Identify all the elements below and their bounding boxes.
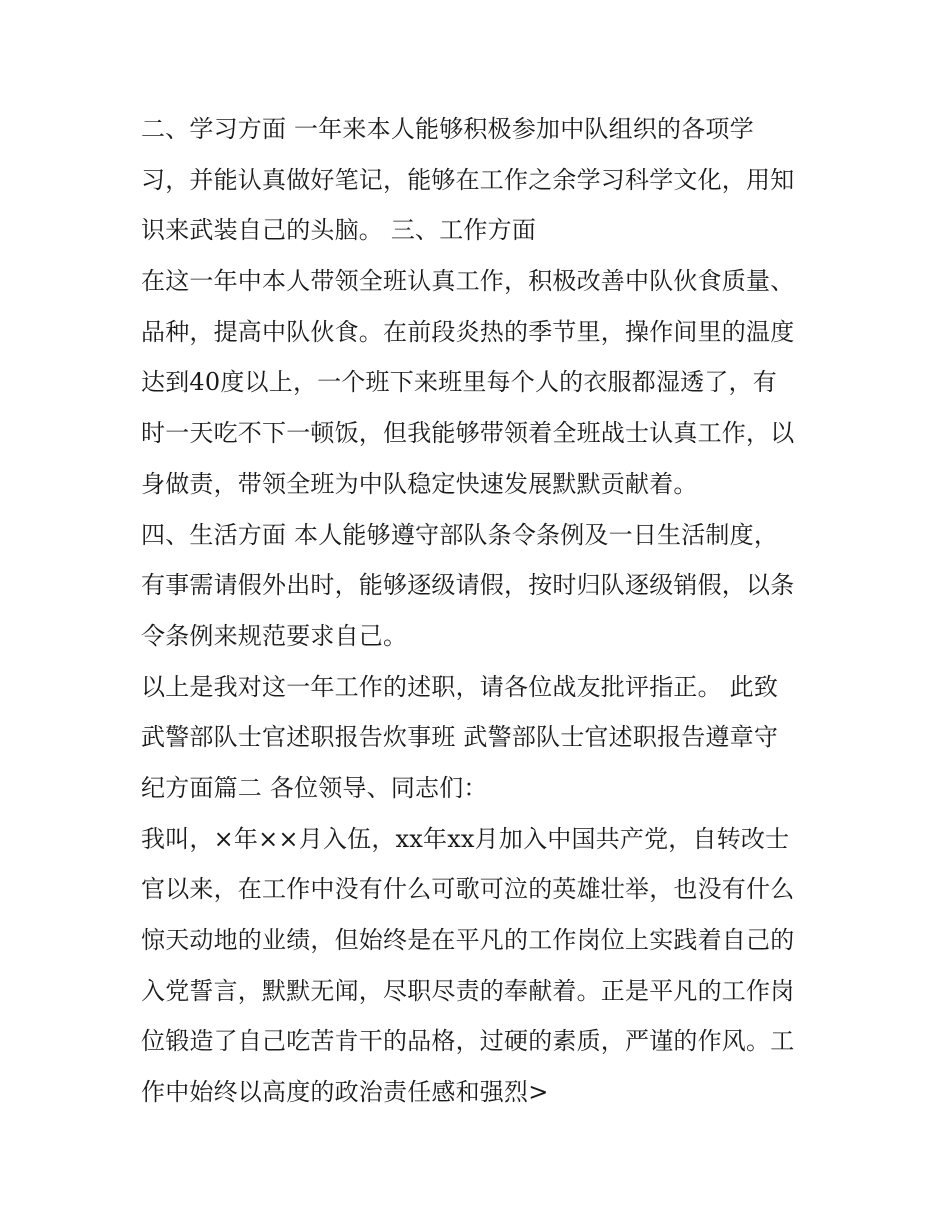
text-line: 惊天动地的业绩，但始终是在平凡的工作岗位上实践着自己的 [141,926,795,954]
text-line: 作中始终以高度的政治责任感和强烈> [141,1078,549,1107]
text-line: 位锻造了自己吃苦肯干的品格，过硬的素质，严谨的作风。工 [141,1027,795,1056]
text-line: 我叫，×年××月入伍，xx年xx月加入中国共产党，自转改士 [141,824,790,853]
text-line: 武警部队士官述职报告炊事班 武警部队士官述职报告遵章守 [141,723,779,752]
document-body [141,104,821,1118]
text-line: 识来武装自己的头脑。 三、工作方面 [141,216,537,245]
text-line: 官以来，在工作中没有什么可歌可泣的英雄壮举，也没有什么 [141,875,795,904]
text-line: 习，并能认真做好笔记，能够在工作之余学习科学文化，用知 [141,165,795,194]
text-line: 二、学习方面 一年来本人能够积极参加中队组织的各项学 [141,115,754,143]
text-line: 在这一年中本人带领全班认真工作，积极改善中队伙食质量、 [141,267,795,296]
text-line: 令条例来规范要求自己。 [141,621,408,650]
text-line: 纪方面篇二 各位领导、同志们： [141,773,488,802]
text-line: 时一天吃不下一顿饭，但我能够带领着全班战士认真工作，以 [141,419,795,448]
text-line: 品种，提高中队伙食。在前段炎热的季节里，操作间里的温度 [141,317,795,346]
text-line: 身做责，带领全班为中队稳定快速发展默默贡献着。 [141,469,698,498]
text-line: 有事需请假外出时，能够逐级请假，按时归队逐级销假，以条 [141,571,795,600]
text-line: 四、生活方面 本人能够遵守部队条令条例及一日生活制度， [141,520,779,549]
text-line: 达到40度以上，一个班下来班里每个人的衣服都湿透了，有 [141,368,777,397]
text-line: 以上是我对这一年工作的述职，请各位战友批评指正。 此致 [141,672,779,701]
text-line: 入党誓言，默默无闻，尽职尽责的奉献着。正是平凡的工作岗 [141,976,795,1005]
